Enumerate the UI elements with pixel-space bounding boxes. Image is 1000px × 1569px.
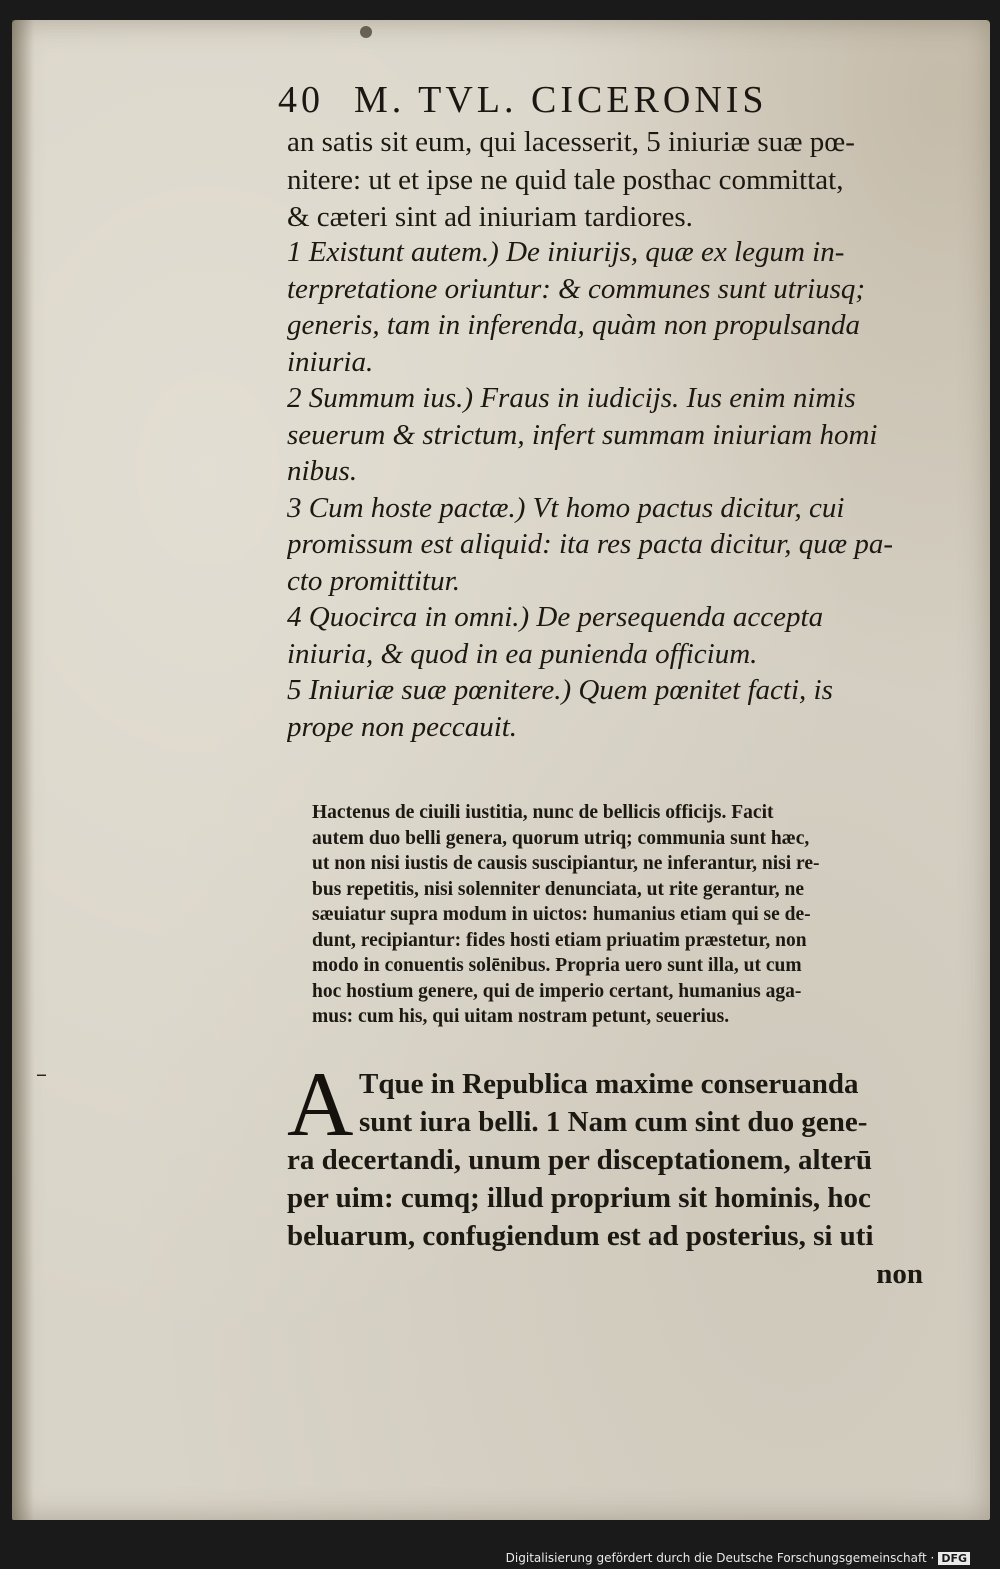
- credit-text: Digitalisierung gefördert durch die Deutsche Forschungsgemeinschaft ·: [505, 1551, 935, 1565]
- note-line: 1 Existunt autem.) De iniurijs, quæ ex legum in-: [287, 236, 845, 268]
- note-line: 4 Quocirca in omni.) De persequenda accepta: [287, 601, 824, 633]
- summary-line: ut non nisi iustis de causis suscipiantur, ne inferantur, nisi re-: [312, 853, 820, 874]
- main-line: sunt iura belli. 1 Nam cum sint duo gene-: [359, 1106, 868, 1138]
- summary-line: Hactenus de ciuili iustitia, nunc de bellicis officijs. Facit: [312, 802, 774, 823]
- summary-line: sæuiatur supra modum in uictos: humanius etiam qui se de-: [312, 904, 811, 925]
- dfg-logo-icon: DFG: [938, 1552, 970, 1565]
- digitization-credit: [506, 1551, 970, 1565]
- summary-line: dunt, recipiantur: fides hosti etiam priuatim præstetur, non: [312, 929, 807, 951]
- catchword: non: [876, 1258, 923, 1290]
- note-line: iniuria, & quod in ea punienda officium.: [287, 637, 758, 670]
- text-line: & cæteri sint ad iniuriam tardiores.: [287, 201, 693, 233]
- margin-mark-icon: –: [36, 1062, 47, 1087]
- main-line: Tque in Republica maxime conseruanda: [359, 1068, 859, 1100]
- summary-line: autem duo belli genera, quorum utriq; communia sunt hæc,: [312, 827, 810, 849]
- text-line: an satis sit eum, qui lacesserit, 5 iniuriæ suæ pœ-: [287, 126, 855, 158]
- chapter-summary: [312, 800, 924, 1030]
- main-line: beluarum, confugiendum est ad posterius, si uti: [287, 1220, 874, 1252]
- main-line: ra decertandi, unum per disceptationem, alterū: [287, 1144, 873, 1176]
- running-header: [278, 78, 838, 122]
- note-line: 3 Cum hoste pactæ.) Vt homo pactus dicitur, cui: [287, 491, 845, 524]
- text-line: nitere: ut et ipse ne quid tale posthac committat,: [287, 163, 844, 196]
- summary-line: bus repetitis, nisi solenniter denunciata, ut rite gerantur, ne: [312, 878, 805, 900]
- summary-line: mus: cum his, qui uitam nostram petunt, seuerius.: [312, 1006, 730, 1027]
- page-gutter-shadow: [12, 20, 34, 1520]
- note-line: 2 Summum ius.) Fraus in iudicijs. Ius enim nimis: [287, 382, 856, 414]
- note-line: generis, tam in inferenda, quàm non propulsanda: [287, 309, 860, 341]
- note-line: iniuria.: [287, 345, 374, 378]
- running-title: M. TVL. CICERONIS: [354, 79, 768, 121]
- drop-cap: A: [287, 1053, 354, 1155]
- note-line: nibus.: [287, 455, 358, 487]
- note-line: prope non peccauit.: [287, 710, 518, 743]
- summary-line: hoc hostium genere, qui de imperio certant, humanius aga-: [312, 980, 802, 1002]
- main-text: [287, 1065, 927, 1293]
- ink-spot: [360, 26, 372, 38]
- note-line: promissum est aliquid: ita res pacta dicitur, quæ pa-: [287, 528, 894, 560]
- main-line: per uim: cumq; illud proprium sit hominis, hoc: [287, 1182, 871, 1214]
- commentary-notes: [287, 234, 927, 745]
- note-line: seuerum & strictum, infert summam iniuriam homi: [287, 418, 878, 451]
- note-line: terpretatione oriuntur: & communes sunt utriusq;: [287, 272, 866, 305]
- note-line: cto promittitur.: [287, 564, 460, 597]
- body-text-top: [287, 124, 927, 237]
- note-line: 5 Iniuriæ suæ pœnitere.) Quem pœnitet facti, is: [287, 674, 833, 706]
- summary-line: modo in conuentis solēnibus. Propria uero sunt illa, ut cum: [312, 955, 802, 976]
- page-number: 40: [278, 79, 324, 121]
